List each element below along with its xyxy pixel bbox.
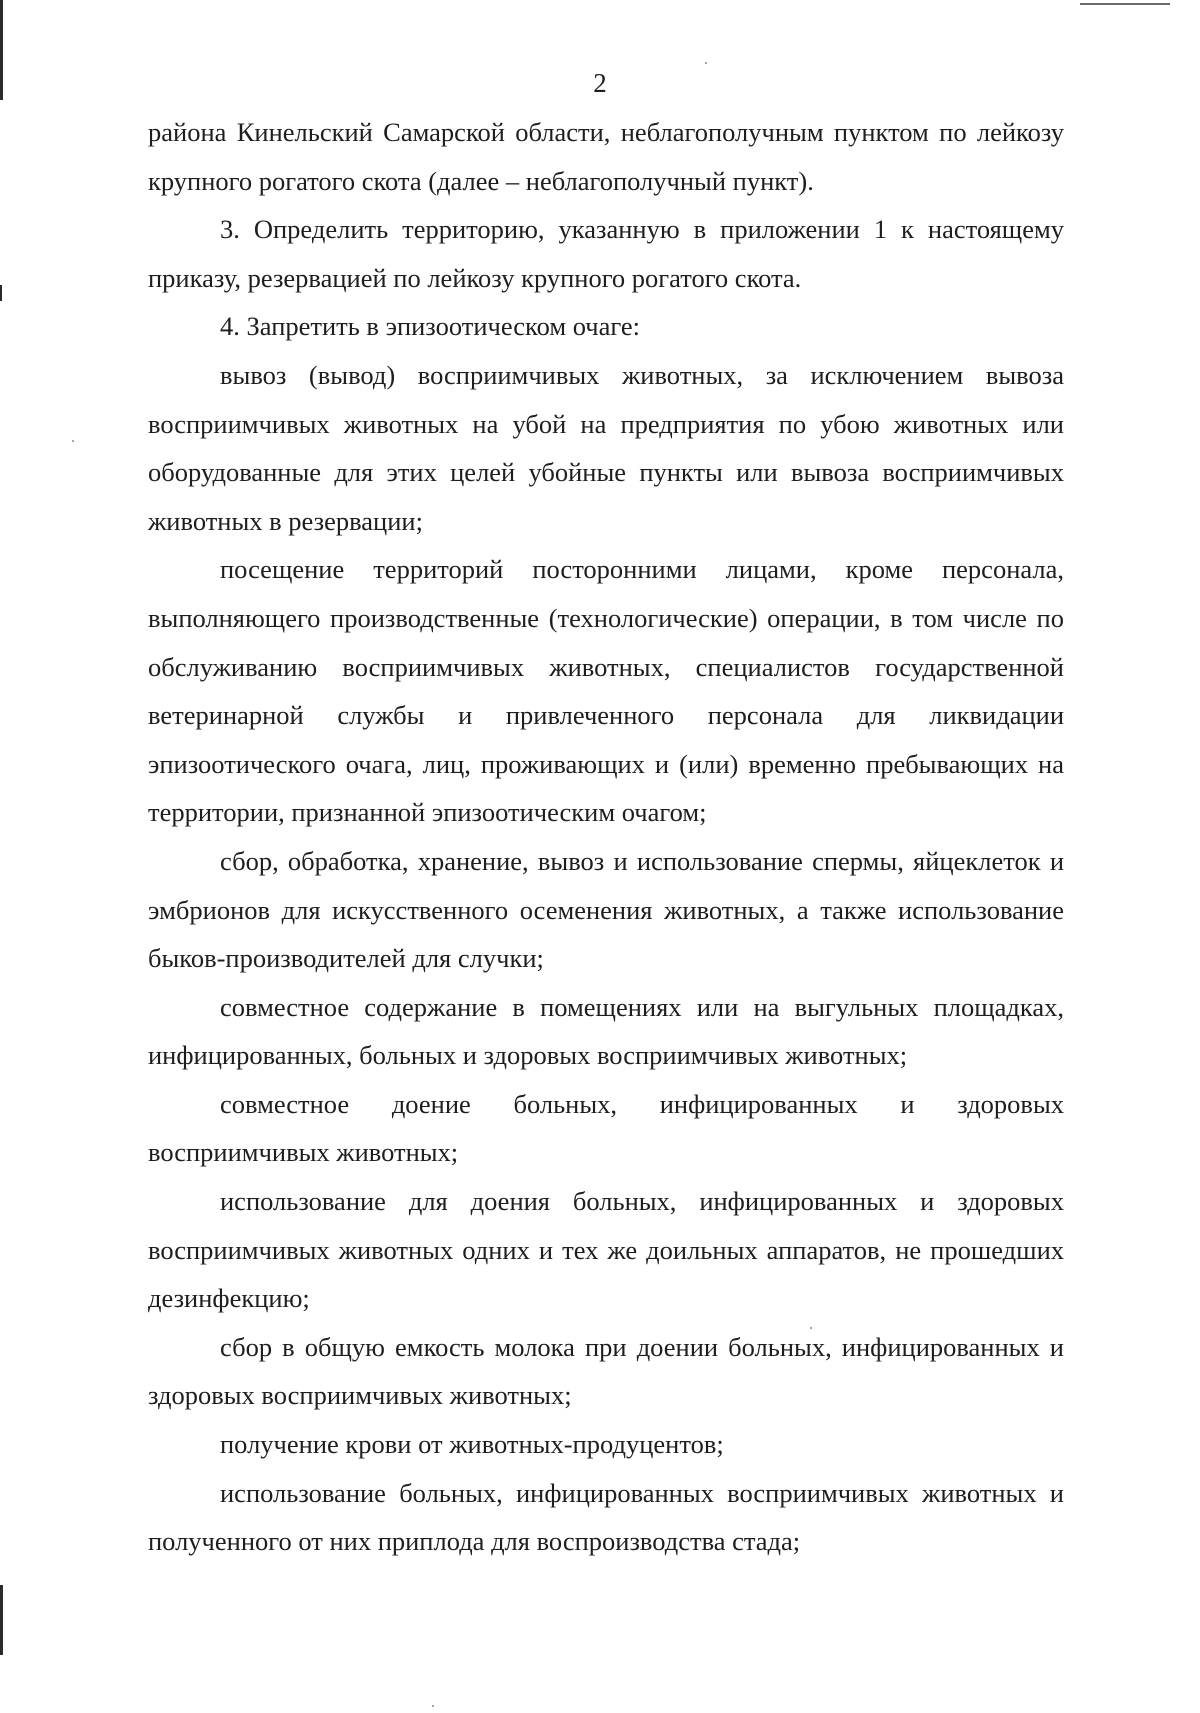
paragraph-item-4: 4. Запретить в эпизоотическом очаге: <box>220 311 641 342</box>
paragraph-prohibition: вывоз (вывод) восприимчивых животных, за исключением вывоза восприимчивых животных на убой на предприятия по убою животных или оборудованные для этих целей убойные пункты или вывоза восприимчивых животных в резервации; <box>148 359 1064 536</box>
scan-speck <box>72 440 74 442</box>
scan-speck <box>705 62 707 64</box>
paragraph-prohibition: посещение территорий посторонними лицами, кроме персонала, выполняющего производственные (технологические) операции, в том числе по обслуживанию восприимчивых животных, специалистов государственной ветеринарной службы и привлеченного персонала для ликвидации эпизоотического очага, лиц, проживающих и (или) временно пребывающих на территории, признанной эпизоотическим очагом; <box>148 554 1064 828</box>
scan-edge-mark-bottom <box>0 1585 3 1655</box>
scan-speck <box>432 1705 434 1707</box>
paragraph-prohibition: использование для доения больных, инфицированных и здоровых восприимчивых животных одних и тех же доильных аппаратов, не прошедших дезинфекцию; <box>148 1186 1064 1314</box>
paragraph-prohibition: совместное доение больных, инфицированных и здоровых восприимчивых животных; <box>148 1088 1064 1168</box>
paragraph-prohibition: получение крови от животных-продуцентов; <box>220 1429 724 1460</box>
paragraph-continuation: района Кинельский Самарской области, неблагополучным пунктом по лейкозу крупного рогатого скота (далее – неблагополучный пункт). <box>148 117 1064 196</box>
scan-edge-mark-middle <box>0 285 2 301</box>
paragraph-prohibition: сбор в общую емкость молока при доении больных, инфицированных и здоровых восприимчивых животных; <box>148 1331 1064 1411</box>
page-number: 2 <box>593 68 607 98</box>
paragraph-prohibition: использование больных, инфицированных восприимчивых животных и полученного от них приплода для воспроизводства стада; <box>148 1477 1064 1557</box>
document-body <box>148 108 1064 1566</box>
paragraph-prohibition: сбор, обработка, хранение, вывоз и использование спермы, яйцеклеток и эмбрионов для искусственного осеменения животных, а также использование быков-производителей для случки; <box>148 845 1064 974</box>
paragraph-prohibition: совместное содержание в помещениях или на выгульных площадках, инфицированных, больных и здоровых восприимчивых животных; <box>148 991 1064 1071</box>
paragraph-item-3: 3. Определить территорию, указанную в приложении 1 к настоящему приказу, резервацией по лейкозу крупного рогатого скота. <box>148 214 1064 293</box>
scan-edge-line <box>1080 3 1170 5</box>
